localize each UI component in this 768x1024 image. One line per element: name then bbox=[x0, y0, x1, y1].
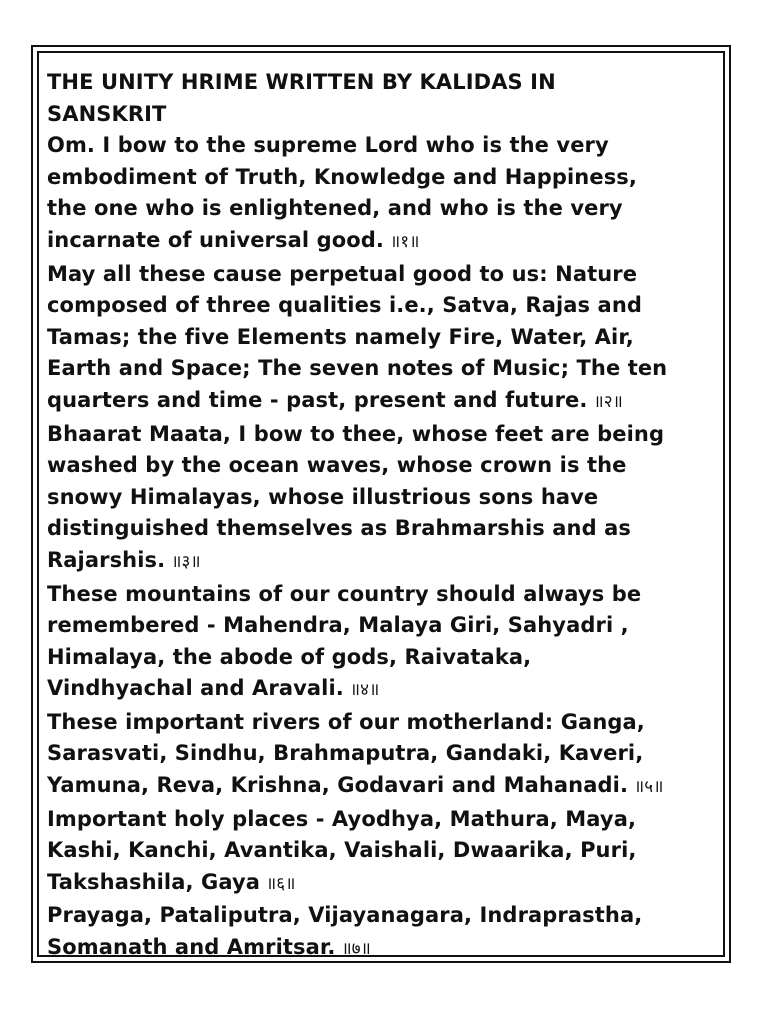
verse-1-line-4-text: incarnate of universal good. bbox=[47, 227, 384, 252]
verse-3-line-3: snowy Himalayas, whose illustrious sons have bbox=[47, 484, 599, 509]
verse-2-line-5 bbox=[47, 385, 715, 419]
verse-5-line-2: Sarasvati, Sindhu, Brahmaputra, Gandaki, Kaveri, bbox=[47, 741, 644, 766]
verse-number-2: ॥२॥ bbox=[593, 391, 623, 412]
document-text bbox=[47, 67, 715, 966]
verse-3-line-4: distinguished themselves as Brahmarshis and as bbox=[47, 516, 631, 541]
verse-4-line-1: These mountains of our country should always be bbox=[47, 581, 642, 606]
verse-number-6: ॥६॥ bbox=[266, 873, 296, 894]
verse-number-3: ॥३॥ bbox=[171, 551, 201, 572]
verse-6-line-1: Important holy places - Ayodhya, Mathura, Maya, bbox=[47, 806, 637, 831]
verse-6-line-3-text: Takshashila, Gaya bbox=[47, 869, 261, 894]
outer-border bbox=[31, 45, 731, 963]
verse-1-line-3: the one who is enlightened, and who is the very bbox=[47, 196, 623, 221]
verse-2-line-4: Earth and Space; The seven notes of Music; The ten bbox=[47, 356, 668, 381]
verse-4-line-2: remembered - Mahendra, Malaya Giri, Sahyadri , bbox=[47, 613, 629, 638]
verse-7-line-1: Prayaga, Pataliputra, Vijayanagara, Indraprastha, bbox=[47, 903, 643, 928]
verse-4-line-4 bbox=[47, 673, 715, 707]
verse-3-line-1: Bhaarat Maata, I bow to thee, whose feet are being bbox=[47, 421, 665, 446]
verse-2-line-1: May all these cause perpetual good to us: Nature bbox=[47, 261, 638, 286]
verse-5-line-1: These important rivers of our motherland: Ganga, bbox=[47, 709, 645, 734]
verse-3-line-5-text: Rajarshis. bbox=[47, 547, 166, 572]
verse-7-line-2 bbox=[47, 932, 715, 966]
verse-2-line-5-text: quarters and time - past, present and future. bbox=[47, 387, 588, 412]
verse-3-line-5 bbox=[47, 545, 715, 579]
inner-border bbox=[37, 51, 725, 960]
verse-1-line-2: embodiment of Truth, Knowledge and Happiness, bbox=[47, 164, 637, 189]
verse-number-1: ॥१॥ bbox=[389, 231, 420, 252]
verse-7-line-2-text: Somanath and Amritsar. bbox=[47, 935, 336, 960]
verse-5-line-3 bbox=[47, 770, 715, 804]
verse-1-line-1: Om. I bow to the supreme Lord who is the very bbox=[47, 133, 609, 158]
verse-5-line-3-text: Yamuna, Reva, Krishna, Godavari and Mahanadi. bbox=[47, 773, 629, 798]
verse-2-line-2: composed of three qualities i.e., Satva, Rajas and bbox=[47, 293, 642, 318]
verse-1-line-4 bbox=[47, 225, 715, 259]
verse-number-5: ॥५॥ bbox=[634, 777, 664, 798]
verse-2-line-3: Tamas; the five Elements namely Fire, Water, Air, bbox=[47, 324, 634, 349]
verse-number-7: ॥७॥ bbox=[341, 939, 371, 960]
verse-6-line-2: Kashi, Kanchi, Avantika, Vaishali, Dwaarika, Puri, bbox=[47, 838, 637, 863]
verse-4-line-4-text: Vindhyachal and Aravali. bbox=[47, 676, 344, 701]
verse-6-line-3 bbox=[47, 867, 715, 901]
title-line-1: THE UNITY HRIME WRITTEN BY KALIDAS IN bbox=[47, 70, 556, 94]
title-line-2: SANSKRIT bbox=[47, 101, 167, 126]
verse-4-line-3: Himalaya, the abode of gods, Raivataka, bbox=[47, 644, 532, 669]
verse-3-line-2: washed by the ocean waves, whose crown is the bbox=[47, 453, 627, 478]
verse-number-4: ॥४॥ bbox=[349, 680, 380, 701]
